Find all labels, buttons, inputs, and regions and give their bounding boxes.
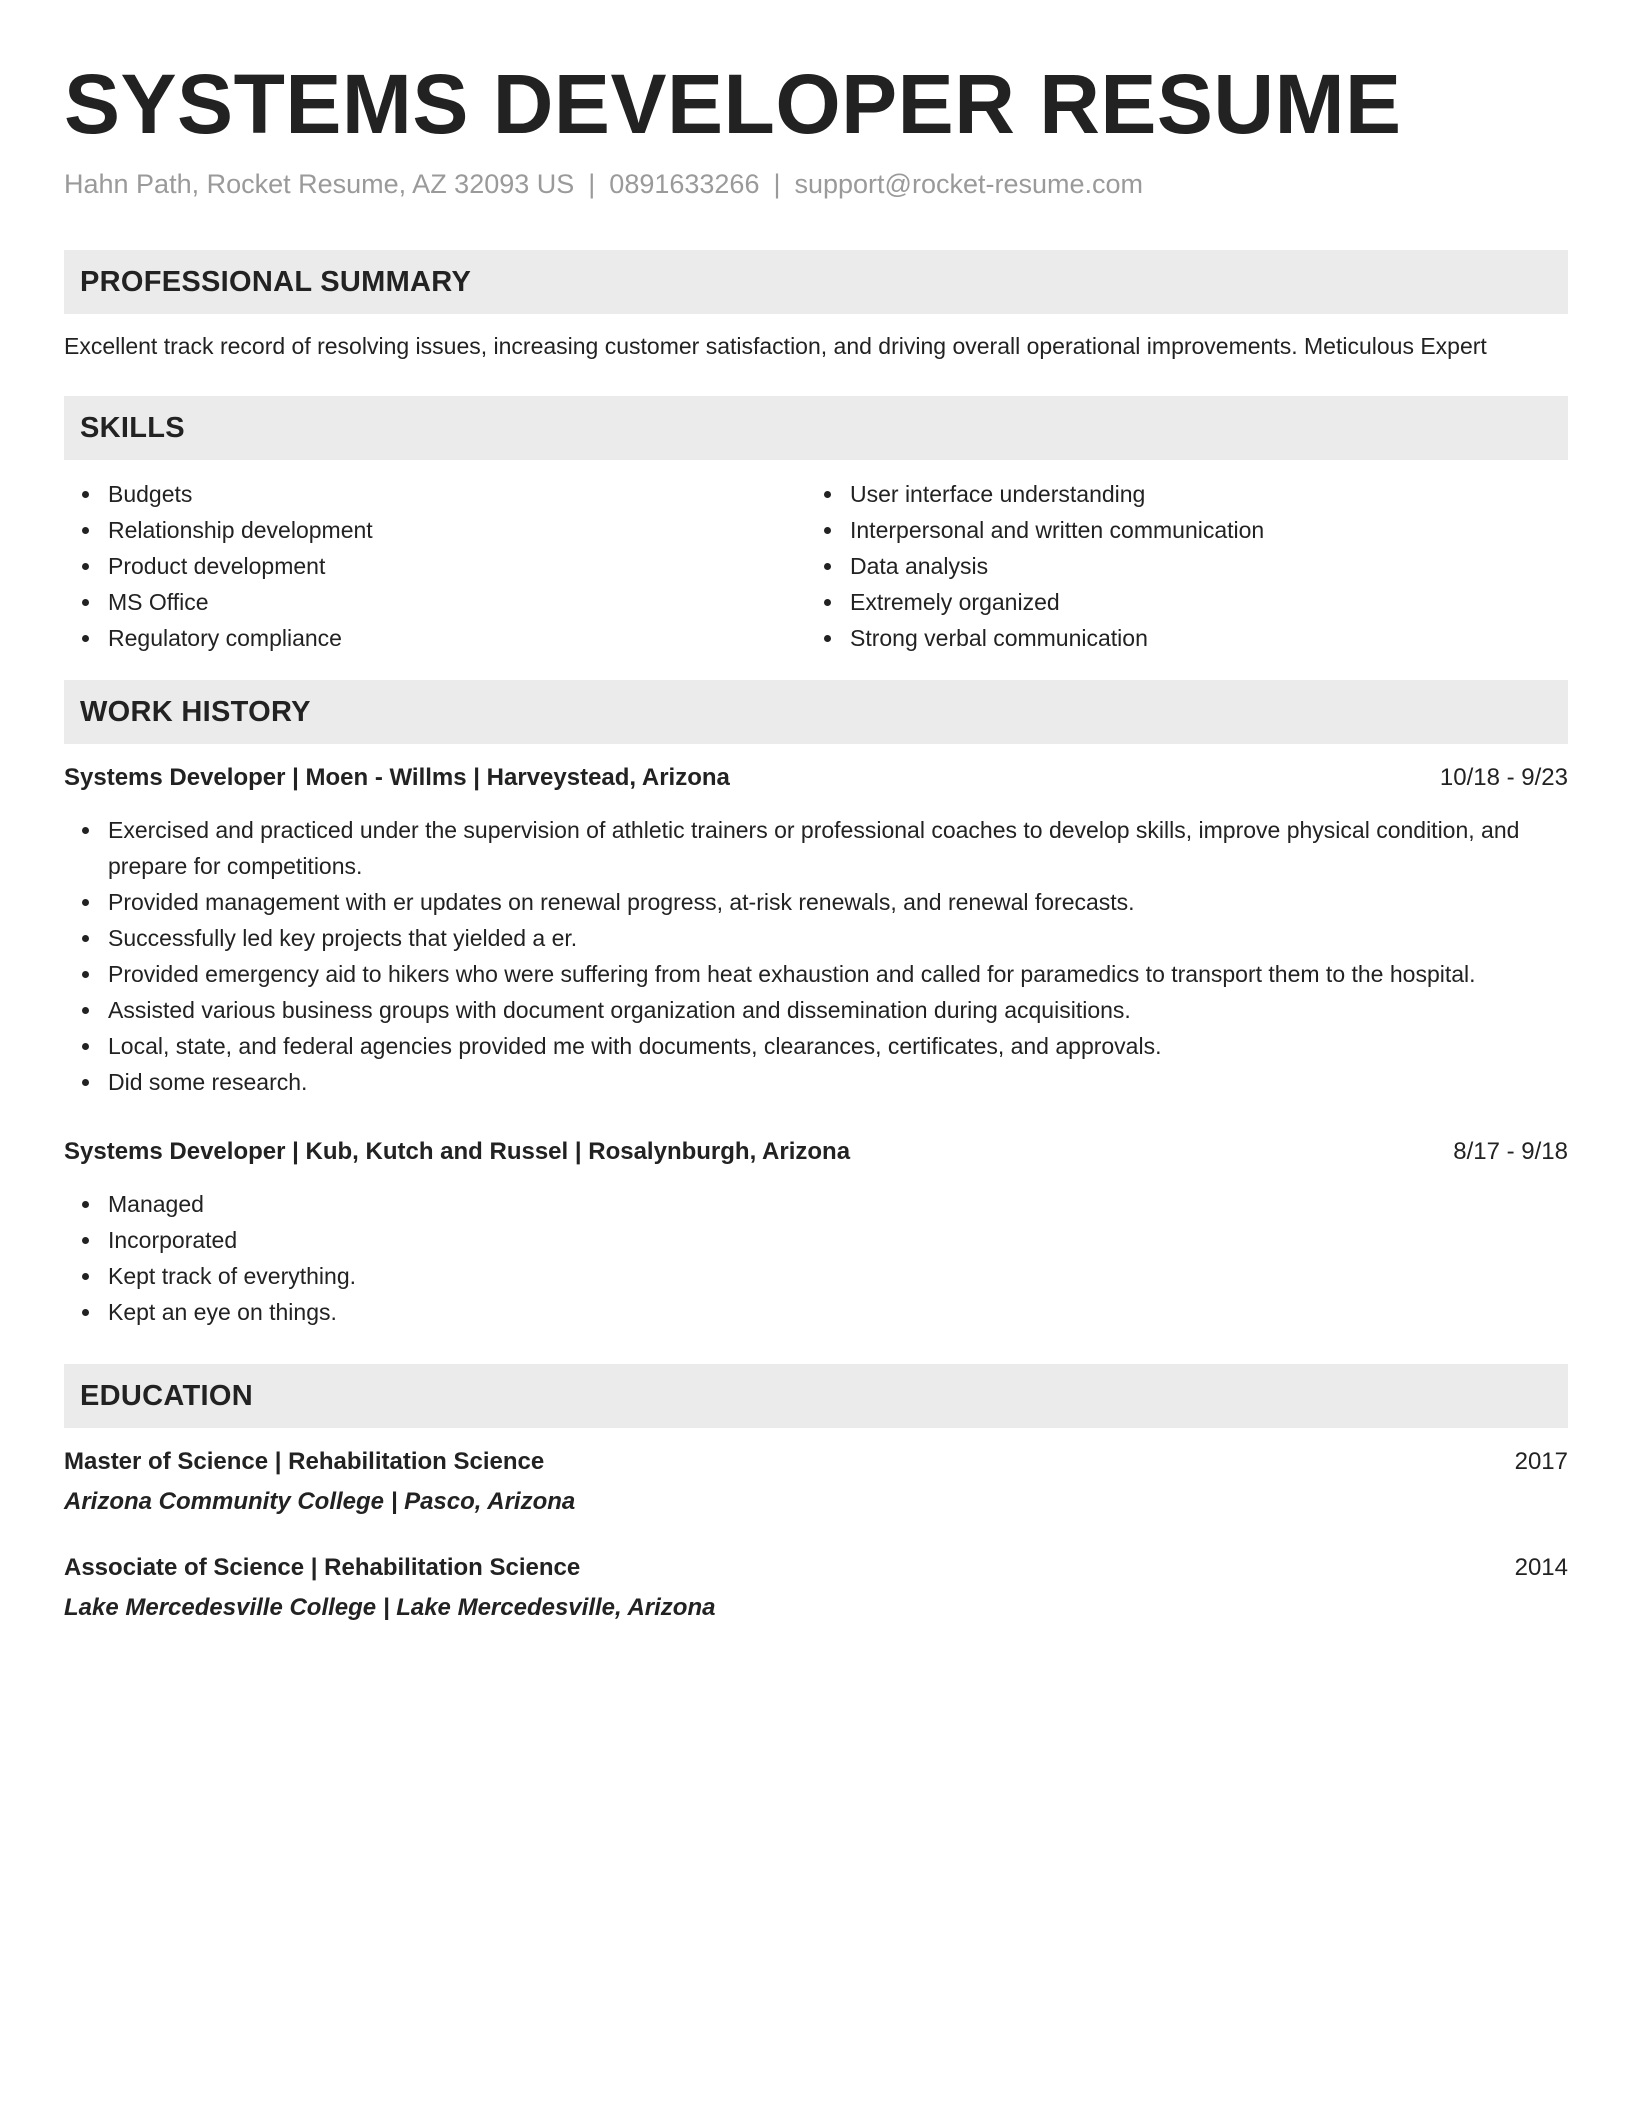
summary-heading: PROFESSIONAL SUMMARY xyxy=(64,250,1568,314)
skill-item: Budgets xyxy=(108,476,806,512)
job-bullet: Assisted various business groups with document organization and dissemination during acquisitions. xyxy=(108,992,1568,1028)
job-header xyxy=(64,1134,1568,1170)
job-bullet: Provided management with er updates on renewal progress, at-risk renewals, and renewal forecasts. xyxy=(108,884,1568,920)
contact-line xyxy=(64,166,1568,202)
contact-address: Hahn Path, Rocket Resume, AZ 32093 US xyxy=(64,169,575,199)
skill-item: Interpersonal and written communication xyxy=(850,512,1548,548)
job-bullet: Local, state, and federal agencies provided me with documents, clearances, certificates, and approvals. xyxy=(108,1028,1568,1064)
resume-page xyxy=(64,0,1568,1626)
education-school: Lake Mercedesville College | Lake Mercedesville, Arizona xyxy=(64,1594,716,1621)
job-bullets xyxy=(64,812,1568,1100)
education-entry-header xyxy=(64,1550,1568,1586)
job-bullet: Kept track of everything. xyxy=(108,1258,1568,1294)
summary-text: Excellent track record of resolving issues, increasing customer satisfaction, and driving overall operational improvements. Meticulous Expert xyxy=(64,333,1487,359)
skill-item: Product development xyxy=(108,548,806,584)
job-bullet: Provided emergency aid to hikers who were suffering from heat exhaustion and called for paramedics to transport them to the hospital. xyxy=(108,956,1568,992)
work-history-heading: WORK HISTORY xyxy=(64,680,1568,744)
job-title: Systems Developer | Moen - Willms | Harveystead, Arizona xyxy=(64,764,730,791)
contact-separator: | xyxy=(773,169,781,199)
skill-item: User interface understanding xyxy=(850,476,1548,512)
job-bullet: Kept an eye on things. xyxy=(108,1294,1568,1330)
job-bullets xyxy=(64,1186,1568,1330)
skill-item: Data analysis xyxy=(850,548,1548,584)
skill-item: Relationship development xyxy=(108,512,806,548)
resume-title: SYSTEMS DEVELOPER RESUME xyxy=(64,57,1402,151)
skill-item: Strong verbal communication xyxy=(850,620,1548,656)
education-year: 2014 xyxy=(1514,1554,1568,1581)
job-dates: 10/18 - 9/23 xyxy=(1439,764,1568,791)
skills-column-right xyxy=(806,476,1548,656)
job-bullet: Did some research. xyxy=(108,1064,1568,1100)
contact-phone: 0891633266 xyxy=(609,169,760,199)
contact-email: support@rocket-resume.com xyxy=(794,169,1144,199)
job-bullet: Exercised and practiced under the supervision of athletic trainers or professional coaches to develop skills, improve physical condition, and prepare for competitions. xyxy=(108,812,1568,884)
skills-heading: SKILLS xyxy=(64,396,1568,460)
job-dates: 8/17 - 9/18 xyxy=(1453,1138,1568,1165)
skill-item: MS Office xyxy=(108,584,806,620)
job-bullet: Successfully led key projects that yielded a er. xyxy=(108,920,1568,956)
skill-item: Regulatory compliance xyxy=(108,620,806,656)
education-school: Arizona Community College | Pasco, Arizona xyxy=(64,1488,576,1515)
job-header xyxy=(64,760,1568,796)
education-degree: Associate of Science | Rehabilitation Science xyxy=(64,1554,581,1581)
skills-grid xyxy=(64,476,1568,656)
job-bullet: Managed xyxy=(108,1186,1568,1222)
job-bullet: Incorporated xyxy=(108,1222,1568,1258)
education-degree: Master of Science | Rehabilitation Science xyxy=(64,1448,545,1475)
job-title: Systems Developer | Kub, Kutch and Russel | Rosalynburgh, Arizona xyxy=(64,1138,851,1165)
education-heading: EDUCATION xyxy=(64,1364,1568,1428)
contact-separator: | xyxy=(588,169,596,199)
skill-item: Extremely organized xyxy=(850,584,1548,620)
skills-column-left xyxy=(64,476,806,656)
education-year: 2017 xyxy=(1514,1448,1568,1475)
education-entry-header xyxy=(64,1444,1568,1480)
